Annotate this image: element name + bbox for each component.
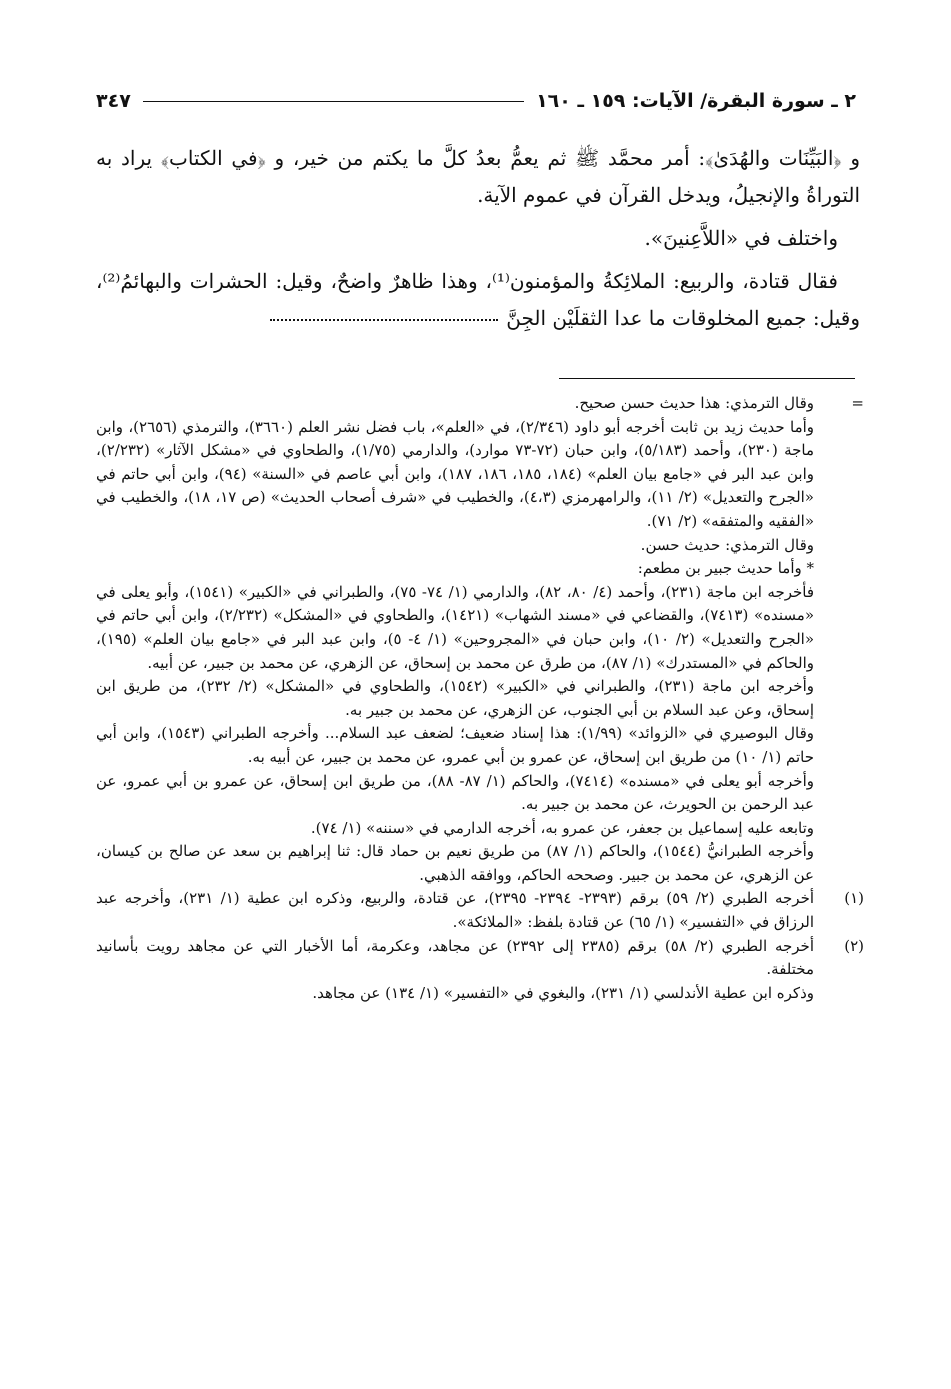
continuation-dots xyxy=(270,319,498,321)
footnote-paragraph: وذكره ابن عطية الأندلسي (١/ ٢٣١)، والبغوي في «التفسير» (١/ ١٣٤) عن مجاهد. xyxy=(312,983,814,1002)
footnote-paragraph: وقال الترمذي: هذا حديث حسن صحيح. xyxy=(574,394,814,412)
footnote-paragraph: * وأما حديث جبير بن مطعم: xyxy=(637,559,814,578)
main-paragraph-3-text: فقال قتادة، والربيع: الملائِكةُ والمؤمنون⁽¹⁾، وهذا ظاهرٌ واضحٌ، وقيل: الحشرات والبهائمُ⁽²⁾، وقيل: جميع المخلوقات ما عدا الثقلَيْن الجِنَّ xyxy=(96,269,860,330)
main-paragraph-1: و ﴿البَيِّنَات والهُدَىٰ﴾: أمر محمَّد ﷺ ثم يعمُّ بعدُ كلَّ ما يكتم من خير، و ﴿في الكتاب﴾ يراد به التوراةُ والإنجيلُ، ويدخل القرآن في عموم الآية. xyxy=(96,146,860,207)
header-rule xyxy=(143,101,524,102)
footnote-paragraph: وقال الترمذي: حديث حسن. xyxy=(640,535,814,554)
footnote-1-mark: (١) xyxy=(844,889,864,908)
page-number: ٣٤٧ xyxy=(96,90,131,112)
footnotes xyxy=(96,392,864,1005)
footnote-paragraph: فأخرجه ابن ماجة (٢٣١)، وأحمد (٤/ ٨٠، ٨٢)، والدارمي (١/ ٧٤- ٧٥)، والطبراني في «الكبير» (١٥٤١)، وأبو يعلى في «مسنده» (٧٤١٣)، والقضاعي في «مسند الشهاب» (١٤٢١)، والطحاوي في «المشكل» (٢/٢٣٢)، وابن أبي حاتم في «الجرح والتعديل» (٢/ ١٠)، وابن حبان في «المجروحين» (١/ ٤- ٥)، وابن عبد البر في «جامع بيان العلم» (١٩٥)، والحاكم في «المستدرك» (١/ ٨٧)، من طرق عن محمد بن إسحاق، عن الزهري، عن محمد بن جبير، عن أبيه. xyxy=(96,582,815,672)
footnote-paragraph: أخرجه الطبري (٢/ ٥٨) برقم (٢٣٨٥ إلى ٢٣٩٢) عن مجاهد، وعكرمة، أما الأخبار التي عن مجاهد رويت بأسانيد مختلفة. xyxy=(96,936,814,979)
footnote-continuation xyxy=(96,392,864,887)
footnote-2 xyxy=(96,935,864,1006)
footnote-paragraph: وقال البوصيري في «الزوائد» (١/٩٩): هذا إسناد ضعيف؛ لضعف عبد السلام... وأخرجه الطبراني (١٥٤٣)، وابن أبي حاتم (١/ ١٠) من طريق ابن إسحاق، عن عمرو بن أبي عمرو، عن محمد بن جبير، عن أبيه به. xyxy=(96,724,814,766)
running-head xyxy=(96,86,856,116)
footnote-paragraph: وأما حديث زيد بن ثابت أخرجه أبو داود (٢/٣٤٦)، في «العلم»، باب فضل نشر العلم (٣٦٦٠)، والترمذي (٢٦٥٦)، وابن ماجة (٢٣٠)، وأحمد (٥/١٨٣)، وابن حبان (٧٢-٧٣ موارد)، والدارمي (١/٧٥)، والطحاوي في «مشكل الآثار» (٢/٢٣٢)، وابن عبد البر في «جامع بيان العلم» (١٨٤، ١٨٥، ١٨٦، ١٨٧)، وابن أبي عاصم في «السنة» (٩٤)، وابن أبي حاتم في «الجرح والتعديل» (٢/ ١١)، والرامهرمزي (٤،٣)، والخطيب في «شرف أصحاب الحديث» (ص ١٧، ١٨)، والخطيب في «الفقيه والمتفقه» (٢/ ٧١). xyxy=(96,417,815,530)
footnote-separator xyxy=(559,378,855,379)
main-paragraph-3 xyxy=(96,263,860,337)
main-text xyxy=(96,140,860,343)
footnote-2-body xyxy=(96,935,814,1006)
footnote-paragraph: وأخرجه ابن ماجة (٢٣١)، والطبراني في «الكبير» (١٥٤٢)، والطحاوي في «المشكل» (٢/ ٢٣٢)، من طريق ابن إسحاق، وعن عبد السلام بن أبي الجنوب، عن الزهري، عن محمد بن جبير به. xyxy=(96,677,814,719)
footnote-1-body xyxy=(96,887,814,934)
footnote-paragraph: وأخرجه الطبرانيُّ (١٥٤٤)، والحاكم (١/ ٨٧) من طريق نعيم بن حماد قال: ثنا إبراهيم بن سعد عن صالح بن كيسان، عن الزهري، عن محمد بن جبير. وصححه الحاكم، ووافقه الذهبي. xyxy=(96,842,815,884)
footnote-continuation-body xyxy=(96,392,814,887)
footnote-paragraph: وأخرجه أبو يعلى في «مسنده» (٧٤١٤)، والحاكم (١/ ٨٧- ٨٨)، من طريق ابن إسحاق، عن عمرو بن أبي عمرو، عن عبد الرحمن بن الحويرث، عن محمد بن جبير به. xyxy=(96,771,814,814)
footnote-continuation-mark: = xyxy=(851,394,864,412)
footnote-1 xyxy=(96,887,864,934)
main-paragraph-2: واختلف في «اللاَّعِنينَ». xyxy=(644,226,838,250)
running-head-title: ٢ ـ سورة البقرة/ الآيات: ١٥٩ ـ ١٦٠ xyxy=(536,90,856,112)
footnote-paragraph: أخرجه الطبري (٢/ ٥٩) برقم (٢٣٩٣- ٢٣٩٤- ٢٣٩٥)، عن قتادة، والربيع، وذكره ابن عطية (١/ ٢٣١)، وأخرجه عبد الرزاق في «التفسير» (١/ ٦٥) عن قتادة بلفظ: «الملائكة». xyxy=(96,889,815,932)
footnote-2-mark: (٢) xyxy=(844,936,864,955)
footnote-paragraph: وتابعه عليه إسماعيل بن جعفر، عن عمرو به، أخرجه الدارمي في «سننه» (١/ ٧٤). xyxy=(310,818,814,837)
